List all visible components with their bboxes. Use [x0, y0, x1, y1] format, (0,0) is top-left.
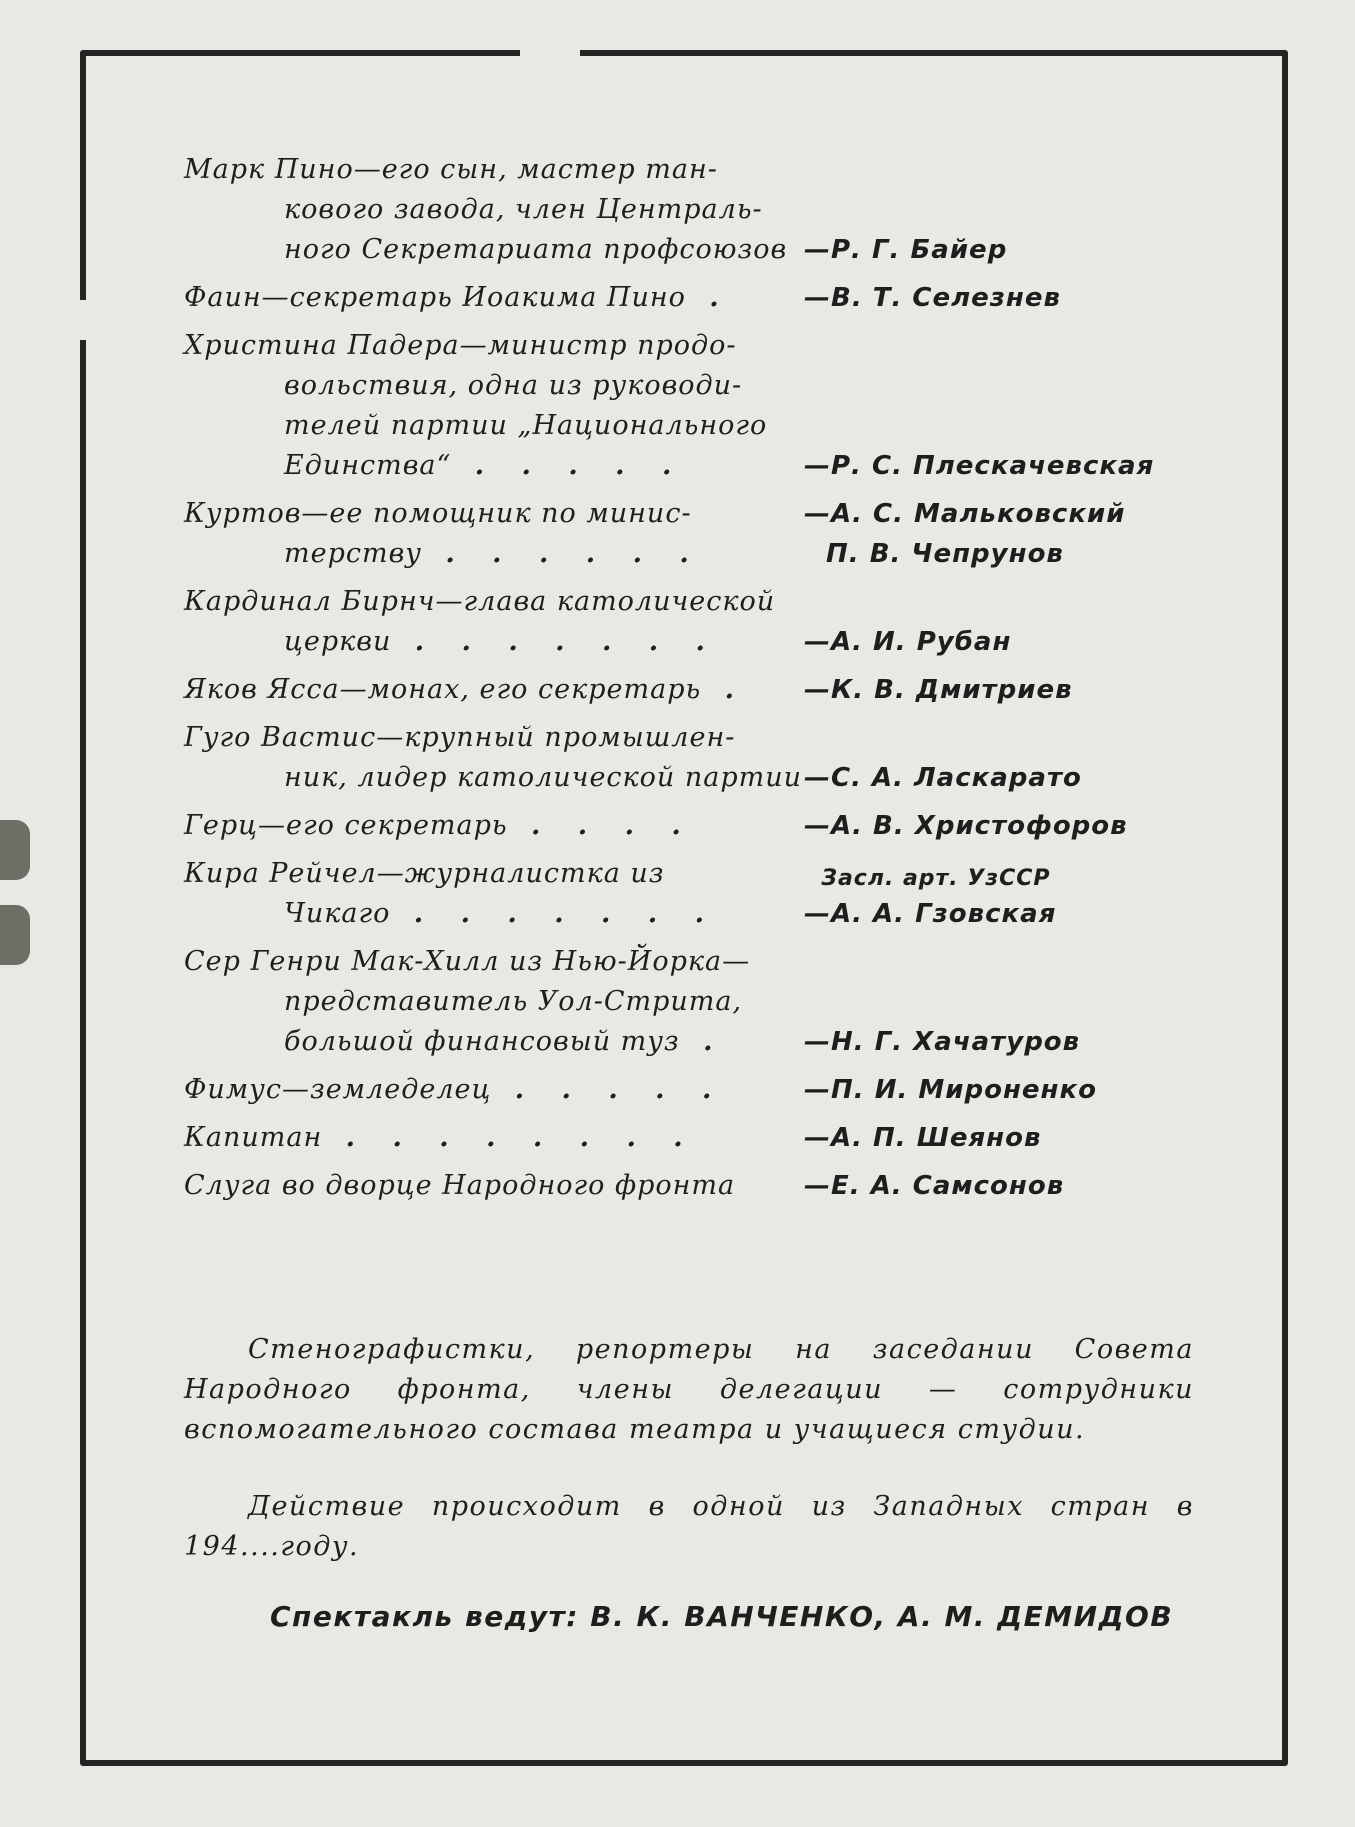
cast-row — [184, 582, 1264, 662]
role-line: терству . . . . . . — [284, 538, 703, 569]
role-line: вольствия, одна из руководи- — [284, 370, 743, 401]
actor-name — [804, 1070, 1264, 1110]
role-description — [184, 1166, 804, 1206]
role-description — [184, 582, 804, 662]
cast-row — [184, 1118, 1264, 1158]
binding-staple — [0, 905, 30, 965]
role-line: Герц—его секретарь . . . . — [184, 810, 695, 841]
leader-dots: . . . . . . . — [391, 626, 719, 657]
role-line: Сер Генри Мак-Хилл из Нью-Йорка— — [184, 946, 751, 977]
role-line: Яков Ясса—монах, его секретарь . — [184, 674, 748, 705]
actor-name — [804, 446, 1264, 486]
role-line: Фаин—секретарь Иоакима Пино . — [184, 282, 733, 313]
leader-dots: . . . . . . . . — [322, 1122, 697, 1153]
border-gap — [74, 300, 92, 340]
actor-name — [804, 806, 1264, 846]
leader-dots: . . . . . . . — [390, 898, 718, 929]
role-line: Фимус—земледелец . . . . . — [184, 1074, 726, 1105]
actor-name — [804, 864, 1264, 934]
role-line: ного Секретариата профсоюзов — [284, 234, 788, 265]
actor-name — [804, 1022, 1264, 1062]
actor-main: —А. С. Мальковский — [804, 499, 1126, 529]
border-gap — [520, 46, 580, 58]
actor-name — [804, 670, 1264, 710]
role-description — [184, 670, 804, 710]
role-description — [184, 718, 804, 798]
actor-main: —П. И. Мироненко — [804, 1075, 1098, 1105]
role-line: Марк Пино—его сын, мастер тан- — [184, 154, 718, 185]
role-line: ник, лидер католической партии — [284, 762, 803, 793]
role-line: большой финансовый туз . — [284, 1026, 727, 1057]
actor-main: —Н. Г. Хачатуров — [804, 1027, 1081, 1057]
binding-staple — [0, 820, 30, 880]
actor-name — [804, 230, 1264, 270]
leader-dots: . — [701, 674, 748, 705]
role-line: церкви . . . . . . . — [284, 626, 719, 657]
actor-alternate: П. В. Чепрунов — [826, 539, 1064, 569]
role-line: Чикаго . . . . . . . — [284, 898, 718, 929]
role-line: представитель Уол-Стрита, — [284, 986, 743, 1017]
setting-note-text: Действие происходит в одной из Западных стран в 194....году. — [184, 1491, 1194, 1562]
actor-name — [804, 1118, 1264, 1158]
cast-list — [184, 150, 1264, 1214]
actor-name — [804, 758, 1264, 798]
cast-row — [184, 1070, 1264, 1110]
role-line: Гуго Вастис—крупный промышлен- — [184, 722, 736, 753]
role-description — [184, 150, 804, 270]
stage-managers: Спектакль ведут: В. К. ВАНЧЕНКО, А. М. ДЕМИДОВ — [270, 1600, 1174, 1633]
leader-dots: . — [679, 1026, 727, 1057]
role-line: Слуга во дворце Народного фронта — [184, 1170, 736, 1201]
role-line: Единства“ . . . . . — [284, 450, 686, 481]
leader-dots: . . . . — [507, 810, 695, 841]
cast-row — [184, 278, 1264, 318]
actor-main: —Р. С. Плескачевская — [804, 451, 1155, 481]
role-line: Куртов—ее помощник по минис- — [184, 498, 692, 529]
leader-dots: . . . . . — [451, 450, 686, 481]
leader-dots: . . . . . . — [421, 538, 703, 569]
role-description — [184, 806, 804, 846]
extras-note — [184, 1330, 1194, 1450]
cast-row — [184, 718, 1264, 798]
role-line: Капитан . . . . . . . . — [184, 1122, 697, 1153]
actor-main: —А. А. Гзовская — [804, 899, 1057, 929]
actor-main: —А. И. Рубан — [804, 627, 1012, 657]
role-line: телей партии „Национального — [284, 410, 768, 441]
cast-row — [184, 670, 1264, 710]
actor-main: —В. Т. Селезнев — [804, 283, 1061, 313]
role-line: кового завода, член Централь- — [284, 194, 763, 225]
actor-main: —Е. А. Самсонов — [804, 1171, 1065, 1201]
cast-row — [184, 150, 1264, 270]
role-description — [184, 494, 804, 574]
role-description — [184, 1070, 804, 1110]
leader-dots: . . . . . — [491, 1074, 726, 1105]
actor-name — [804, 1166, 1264, 1206]
role-description — [184, 278, 804, 318]
role-description — [184, 854, 804, 934]
actor-name — [804, 278, 1264, 318]
cast-row — [184, 1166, 1264, 1206]
actor-main: —А. П. Шеянов — [804, 1123, 1042, 1153]
extras-note-text: Стенографистки, репортеры на заседании Совета Народного фронта, члены делегации — сотрудники вспомогательного состава театра и учащиеся студии. — [184, 1334, 1194, 1445]
actor-name — [804, 494, 1264, 574]
setting-note — [184, 1487, 1194, 1567]
cast-row — [184, 942, 1264, 1062]
cast-row — [184, 854, 1264, 934]
role-description — [184, 1118, 804, 1158]
actor-main: —С. А. Ласкарато — [804, 763, 1082, 793]
role-description — [184, 942, 804, 1062]
leader-dots: . — [685, 282, 733, 313]
actor-main: —К. В. Дмитриев — [804, 675, 1073, 705]
cast-row — [184, 806, 1264, 846]
role-line: Кира Рейчел—журналистка из — [184, 858, 665, 889]
cast-row — [184, 494, 1264, 574]
role-description — [184, 326, 804, 486]
actor-main: —Р. Г. Байер — [804, 235, 1008, 265]
cast-row — [184, 326, 1264, 486]
role-line: Христина Падера—министр продо- — [184, 330, 737, 361]
role-line: Кардинал Бирнч—глава католической — [184, 586, 776, 617]
actor-main: —А. В. Христофоров — [804, 811, 1128, 841]
actor-title: Засл. арт. УзССР — [804, 866, 1051, 891]
actor-name — [804, 622, 1264, 662]
